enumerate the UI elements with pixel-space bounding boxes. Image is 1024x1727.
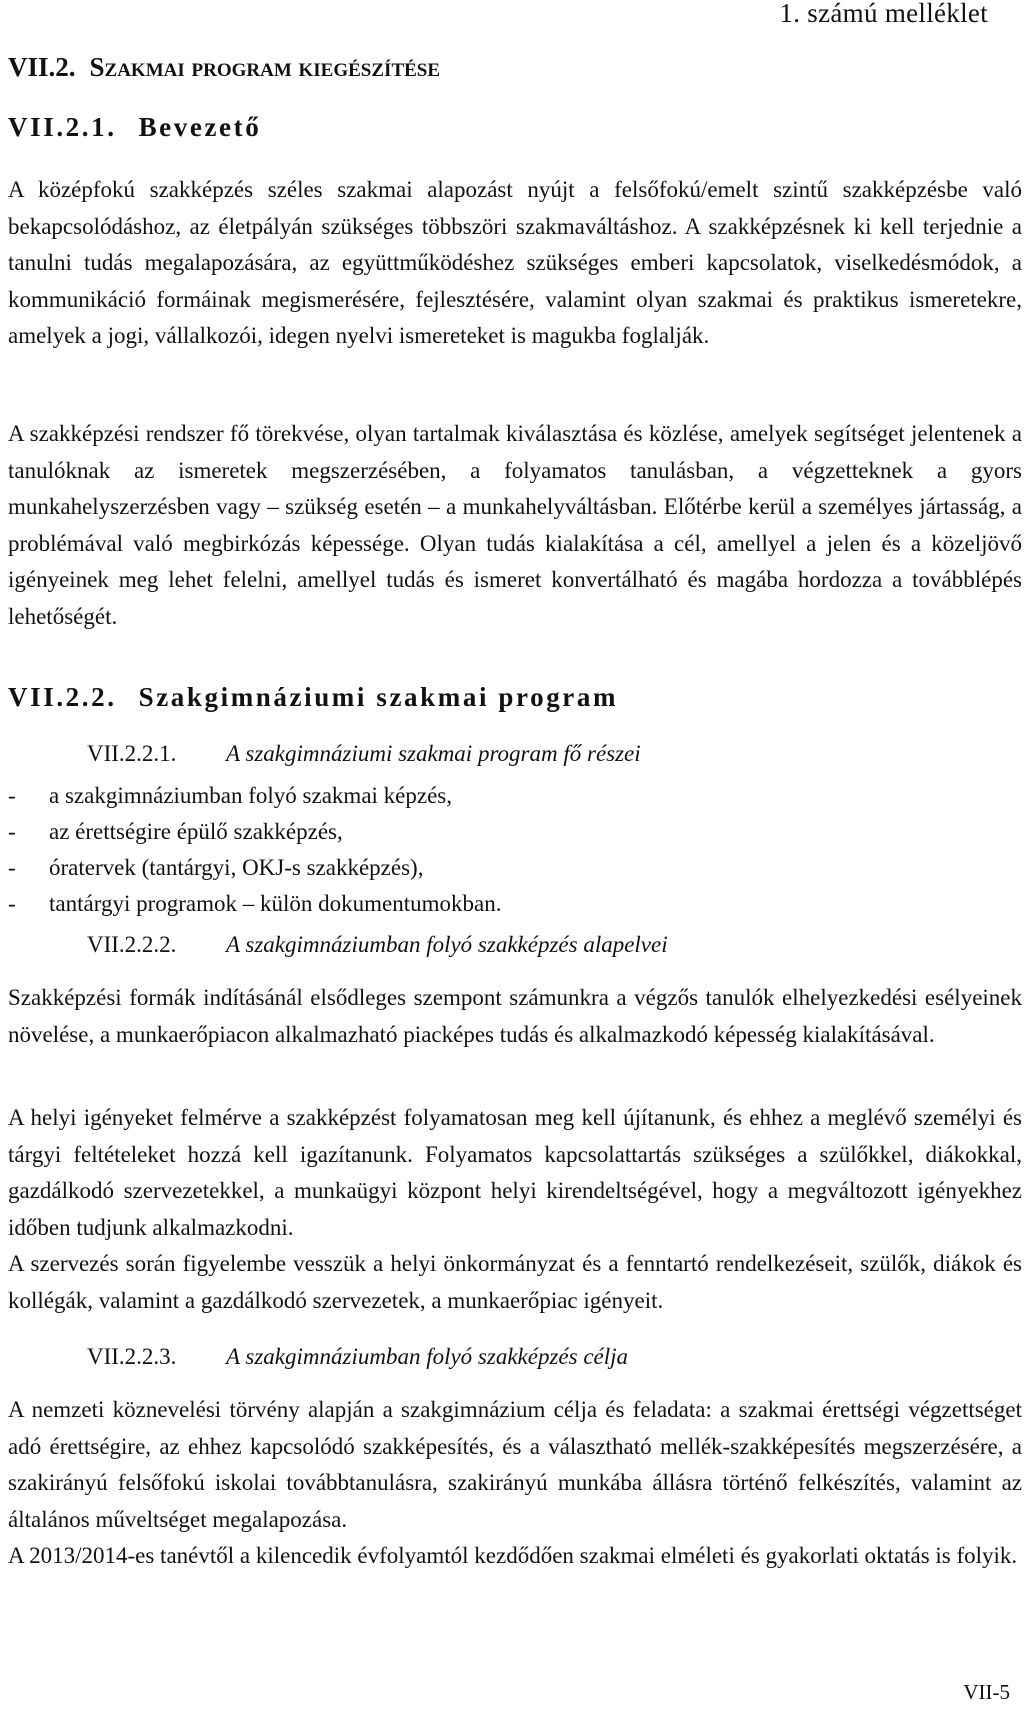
intro-heading (8, 112, 261, 143)
intro-number: VII.2.1. (8, 112, 117, 142)
list-item: - az érettségire épülő szakképzés, (8, 819, 343, 844)
section-heading (8, 52, 440, 83)
list-item: - tantárgyi programok – külön dokumentumokban. (8, 891, 502, 916)
section-number: VII.2. (8, 52, 76, 82)
goal-paragraph-1: A nemzeti köznevelési törvény alapján a szakgimnázium célja és feladata: a szakmai érettségi végzettséget adó érettségire, az ehhez kapcsolódó szakképesítés, és a választható mellék-szakképesítés megszerzésére, a szakirányú felsőfokú iskolai továbbtanulásra, szakirányú munkába állásra történő felkészítés, valamint az általános műveltséget megalapozása. (8, 1397, 1022, 1532)
principles-paragraph-3: A szervezés során figyelembe vesszük a helyi önkormányzat és a fenntartó rendelkezéseit, szülők, diákok és kollégák, valamint a gazdálkodó szervezetek, a munkaerőpiac igényeit. (8, 1251, 1022, 1313)
program-title: Szakgimnáziumi szakmai program (138, 682, 619, 712)
parts-number: VII.2.2.1. (87, 741, 177, 766)
goal-subheading (87, 1344, 628, 1370)
page-number: VII-5 (963, 1680, 1010, 1704)
parts-list (8, 778, 501, 922)
principles-number: VII.2.2.2. (87, 932, 177, 957)
principles-paragraph-1: Szakképzési formák indításánál elsődleges szempont számunkra a végzős tanulók elhelyezkedési esélyeinek növelése, a munkaerőpiacon alkalmazható piacképes tudás és alkalmazkodó képesség kialakításával. (8, 985, 1022, 1047)
parts-title: A szakgimnáziumi szakmai program fő részei (226, 741, 641, 766)
principles-subheading (87, 932, 668, 958)
section-title: Szakmai program kiegészítése (89, 52, 441, 82)
goal-title: A szakgimnáziumban folyó szakképzés célja (226, 1344, 629, 1369)
principles-paragraph-2: A helyi igényeket felmérve a szakképzést folyamatosan meg kell újítanunk, és ehhez a meglévő személyi és tárgyi feltételeket hozzá kell igazítanunk. Folyamatos kapcsolattartás szükséges a szülőkkel, diákokkal, gazdálkodó szervezetekkel, a munkaügyi központ helyi kirendeltségével, hogy a megváltozott igényekhez időben tudjunk alkalmazkodni. (8, 1105, 1022, 1240)
program-number: VII.2.2. (8, 682, 117, 712)
goal-paragraph-2: A 2013/2014-es tanévtől a kilencedik évfolyamtól kezdődően szakmai elméleti és gyakorlati oktatás is folyik. (8, 1543, 1018, 1568)
parts-subheading (87, 741, 641, 767)
list-item: - a szakgimnáziumban folyó szakmai képzés, (8, 783, 452, 808)
principles-title: A szakgimnáziumban folyó szakképzés alapelvei (226, 932, 668, 957)
list-item: - óratervek (tantárgyi, OKJ-s szakképzés), (8, 855, 424, 880)
intro-paragraph-1: A középfokú szakképzés széles szakmai alapozást nyújt a felsőfokú/emelt szintű szakképzésbe való bekapcsolódáshoz, az életpályán szükséges többszöri szakmaváltáshoz. A szakképzésnek ki kell terjednie a tanulni tudás megalapozására, az együttműködéshez szükséges emberi kapcsolatok, viselkedésmódok, a kommunikáció formáinak megismerésére, fejlesztésére, valamint olyan szakmai és praktikus ismeretekre, amelyek a jogi, vállalkozói, idegen nyelvi ismereteket is magukba foglalják. (8, 177, 1022, 349)
program-heading (8, 682, 618, 713)
annex-label: 1. számú melléklet (779, 0, 988, 28)
intro-paragraph-2: A szakképzési rendszer fő törekvése, olyan tartalmak kiválasztása és közlése, amelyek segítséget jelentenek a tanulóknak az ismeretek megszerzésében, a folyamatos tanulásban, a végzetteknek a gyors munkahelyszerzésben vagy – szükség esetén – a munkahelyváltásban. Előtérbe kerül a személyes jártasság, a problémával való megbirkózás képessége. Olyan tudás kialakítása a cél, amellyel a jelen és a közeljövő igényeinek meg lehet felelni, amellyel tudás és ismeret konvertálható és magába hordozza a továbblépés lehetőségét. (8, 421, 1022, 629)
intro-title: Bevezető (138, 112, 262, 142)
goal-number: VII.2.2.3. (87, 1344, 177, 1369)
